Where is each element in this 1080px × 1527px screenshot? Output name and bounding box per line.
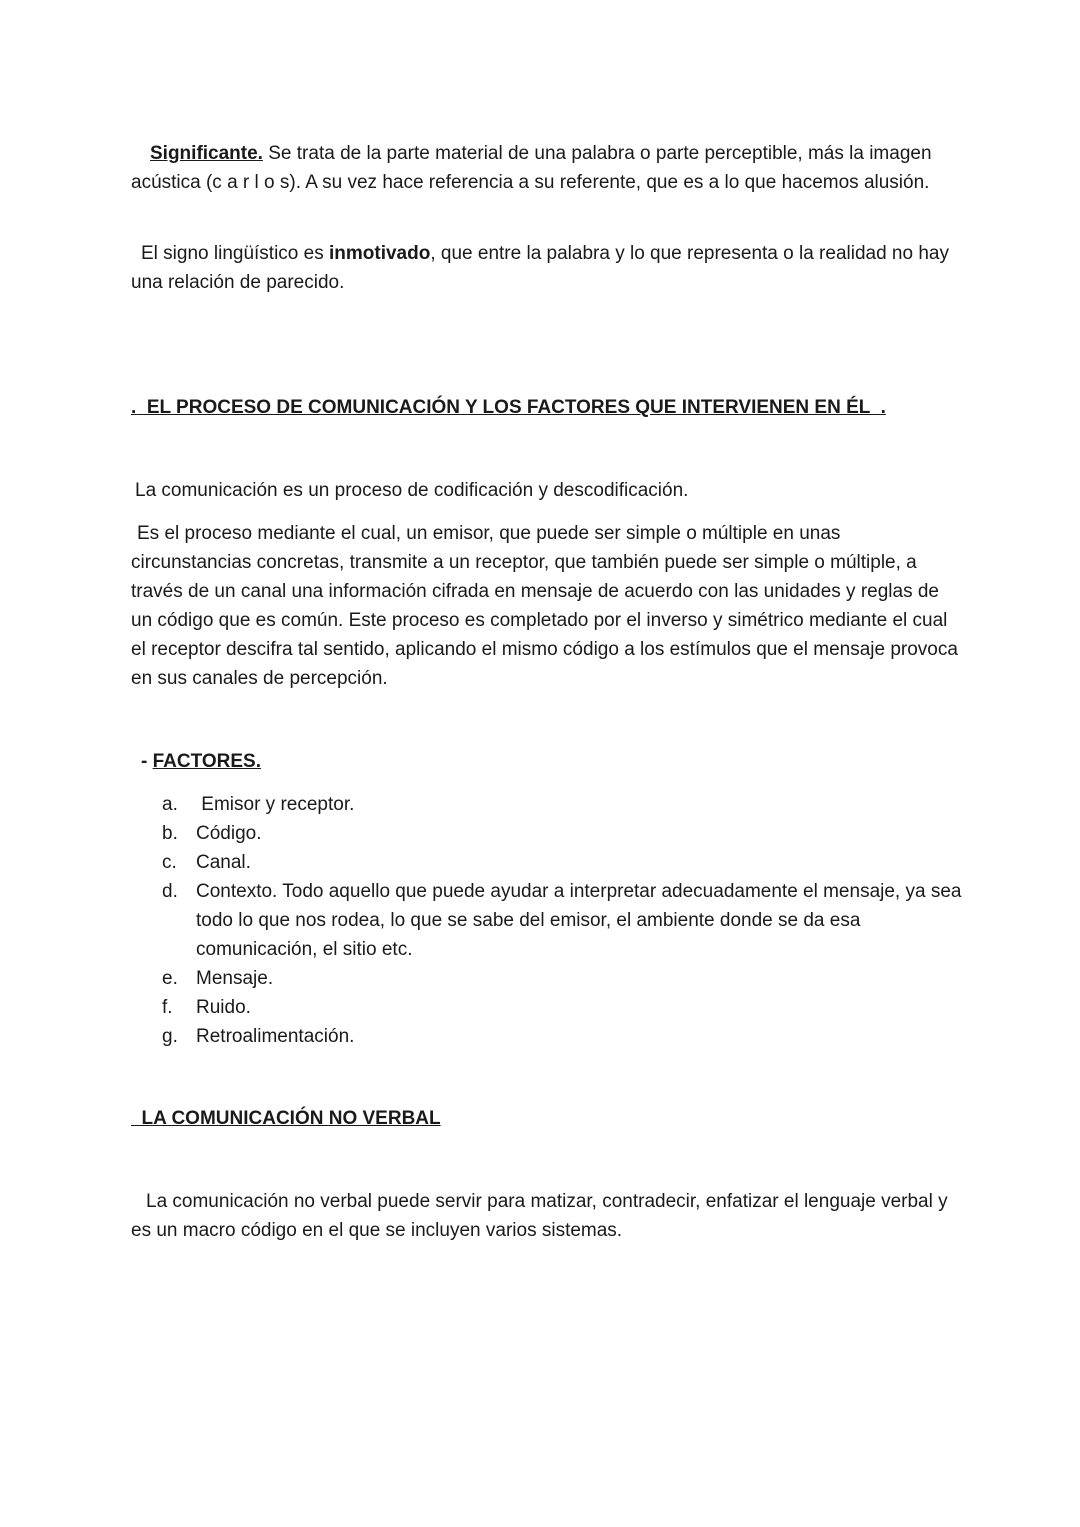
list-item-text: Contexto. Todo aquello que puede ayudar a interpretar adecuadamente el mensaje, ya sea todo lo que nos rodea, lo que se sabe del emisor, el ambiente donde se da esa comunicación, el sitio etc. [196,881,962,960]
proceso-paragraph: Es el proceso mediante el cual, un emisor, que puede ser simple o múltiple en unas circunstancias concretas, transmite a un receptor, que también puede ser simple o múltiple, a través de un canal una información cifrada en mensaje de acuerdo con las unidades y reglas de un código que es común. Este proceso es completado por el inverso y simétrico mediante el cual el receptor descifra tal sentido, aplicando el mismo código a los estímulos que el mensaje provoca en sus canales de percepción. [131,523,958,689]
list-marker: c. [162,852,177,873]
factores-heading [141,747,261,776]
list-item-text: Mensaje. [196,968,274,989]
list-item [162,993,962,1022]
list-item-text: Retroalimentación. [196,1026,355,1047]
list-item-text: Emisor y receptor. [196,794,355,815]
list-item [162,1022,962,1051]
signo-prefix: El signo lingüístico es [141,243,329,264]
significante-text: Se trata de la parte material de una palabra o parte perceptible, más la imagen acústica (c a r l o s). A su vez hace referencia a su referente, que es a lo que hacemos alusión. [131,143,932,193]
signo-paragraph [131,239,961,297]
list-item-text: Ruido. [196,997,251,1018]
list-marker: f. [162,997,173,1018]
list-item [162,819,962,848]
significante-paragraph [131,139,961,197]
list-item-text: Canal. [196,852,251,873]
list-marker: e. [162,968,178,989]
list-marker: b. [162,823,178,844]
list-item [162,877,962,964]
significante-term: Significante. [150,143,263,164]
factores-title: FACTORES. [152,751,261,772]
signo-suffix: , que entre la palabra y lo que representa o la realidad no hay una relación de parecido. [131,243,949,293]
list-item [162,848,962,877]
list-item-text: Código. [196,823,262,844]
list-marker: a. [162,794,178,815]
section-heading-no-verbal: LA COMUNICACIÓN NO VERBAL [131,1108,441,1129]
factores-dash: - [141,751,153,772]
heading-title: EL PROCESO DE COMUNICACIÓN Y LOS FACTORES QUE INTERVIENEN EN ÉL [136,397,881,418]
list-marker: g. [162,1026,178,1047]
comunicacion-paragraph: La comunicación es un proceso de codificación y descodificación. [135,480,689,501]
factores-list [162,790,962,1051]
list-item [162,964,962,993]
heading-trail-dot: . [880,397,886,418]
heading-lead-dot: . [131,397,137,418]
list-item [162,790,962,819]
no-verbal-paragraph: La comunicación no verbal puede servir para matizar, contradecir, enfatizar el lenguaje verbal y es un macro código en el que se incluyen varios sistemas. [131,1191,948,1241]
list-marker: d. [162,881,178,902]
section-heading-proceso [131,393,886,422]
signo-term: inmotivado [329,243,431,264]
